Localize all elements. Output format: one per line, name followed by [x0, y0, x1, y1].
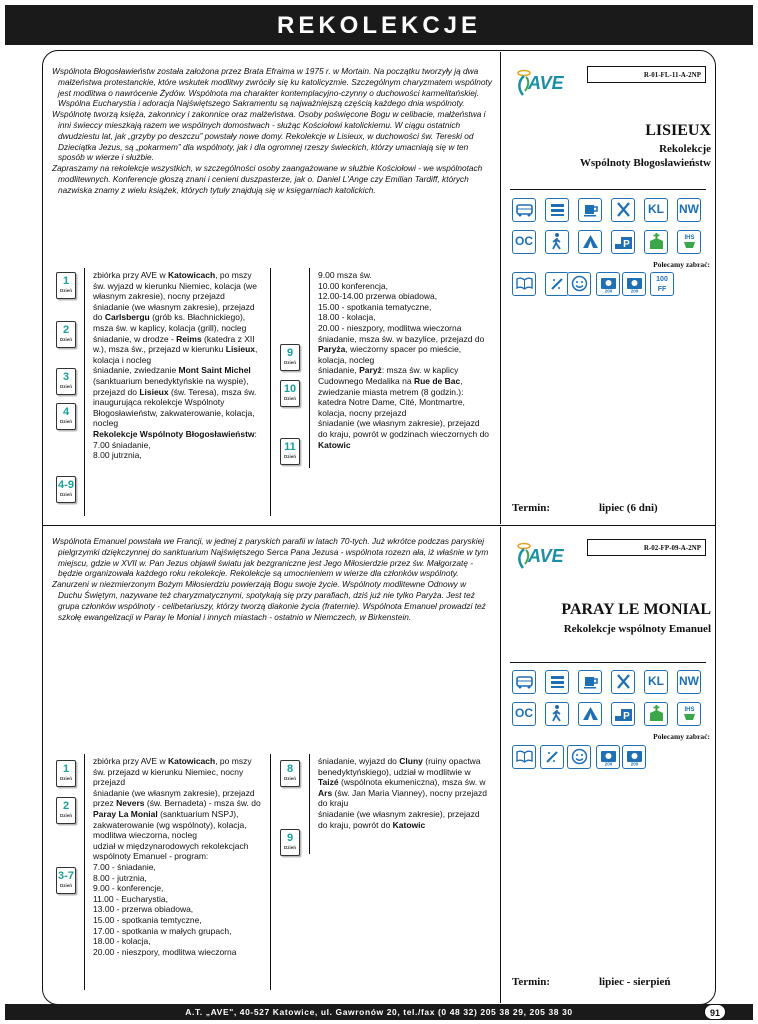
footer-address: A.T. „AVE", 40-527 Katowice, ul. Gawronów 20, tel./fax (0 48 32) 205 38 29, 205 38 30 [185, 1007, 573, 1017]
day-badge: 9 Dzień [280, 344, 300, 371]
intro-paragraph: Zanurzeni w niezmierzonym Bożym Miłosierdziu powierzają Bogu swoje życie. Wspólnoty modlitewne Odnowy w Duchu Świętym, nazywane też charyzmatycznymi, spotykają się przy parafiach, dziś już nie tylko Paryża. Jest też grupa członków wspólnoty - celibetariuszy, którzy tworzą diakonie życia (fraternie). Wspólnota Emanuel prowadzi też szkołę ewangelizacji w Paray le Monial i innych miastach - ostatnio w Niemczech, w Birkenstein. [52, 579, 486, 622]
offer-code: R-01-FL-11-A-2NP [587, 66, 706, 83]
svg-text:IHS: IHS [683, 235, 695, 241]
svg-text:200: 200 [604, 761, 612, 767]
camera-icon [596, 272, 620, 296]
schedule-line: 18.00 - kolacja, [318, 312, 376, 323]
day-badge: 3-7 Dzień [56, 867, 76, 894]
tent-icon [578, 702, 602, 726]
schedule-line: 15.00 - spotkania temtyczne, [93, 914, 202, 925]
itinerary-day-4: śniadanie, zwiedzanie Mont Saint Michel (sanktuarium benedyktyńskie na wyspie), przejazd do Lisieux (św. Teresa), msza św. inaugurująca rekolekcje Wspólnoty Błogosławieństw, zakwaterowanie, kolacja, nocleg [93, 365, 257, 429]
section1-left-col [93, 270, 265, 461]
page-number: 91 [704, 1004, 726, 1020]
footer-bar [5, 1004, 753, 1020]
camera-icon [622, 745, 646, 769]
day-badge: 1 Dzień [56, 272, 76, 299]
itinerary-day-3: śniadanie, w drodze - Reims (katedra z XII w.), msza św., przejazd w kierunku Lisieux, kolacja i nocleg [93, 333, 258, 365]
page-header-bar [5, 5, 753, 45]
section1-intro [52, 66, 492, 196]
schedule-line: 8.00 jutrznia, [93, 450, 142, 461]
itinerary-day-2: śniadanie (we własnym zakresie), przejazd do Carlsbergu (grób ks. Błachnickiego), msza św. w kaplicy, kolacja (grill), nocleg [93, 301, 255, 333]
book-icon [512, 745, 536, 769]
svg-text:IHS: IHS [683, 707, 695, 713]
tent-icon [578, 230, 602, 254]
medicine-icon [540, 745, 564, 769]
termin-value: lipiec - sierpień [599, 976, 671, 988]
parking-icon [611, 230, 635, 254]
bus-icon [512, 198, 536, 222]
intro-paragraph: Zapraszamy na rekolekcje wszystkich, w szczególności osoby zaangażowane w służbie Kościołowi - we wspólnotach modlitewnych. Konferencje głoszą znani i cenieni duszpasterze, jak o. Daniel L'Ange czy Emilian Tardiff, których nazwiska znamy z wielu książek, których tytuły znajdują się w księgarniach katolickich. [52, 163, 483, 195]
schedule-line: 18.00 - kolacja, [93, 936, 151, 947]
svg-text:P: P [622, 711, 630, 722]
schedule-line: 9.00 - konferencje, [93, 883, 164, 894]
day-badge: 1 Dzień [56, 760, 76, 787]
itinerary-day-1: zbiórka przy AVE w Katowicach, po mszy św. przejazd w kierunku Niemiec, nocny przejazd [93, 756, 252, 788]
destination-title: PARAY LE MONIAL [561, 601, 711, 618]
day-badge: 2 Dzień [56, 797, 76, 824]
walking-icon [545, 702, 569, 726]
section1-right-col [318, 270, 490, 450]
parking-icon [611, 702, 635, 726]
intro-paragraph: Wspólnota Emanuel powstała we Francji, w jednej z paryskich parafii w latach 70-tych. Już wkrótce podczas paryskiej pielgrzymki dziękczynnej do sanktuarium Najświętszego Serca Pana Jezusa - wspólnota rozezn ała, iż właśnie w tym miejscu, gdzie w XVII w. Pan Jezus objawił światu jak bezgraniczne jest Jego Miłosierdzie przez św. Małgorzatę - będzie organizowała każdego roku rekolekcje. Rekolekcje są umocnieniem w wierze dla członków wspólnoty. [52, 536, 489, 579]
cutlery-icon [611, 198, 635, 222]
page-header-title: REKOLEKCJE [276, 12, 482, 39]
section2-left-col [93, 756, 265, 957]
ihs-icon [677, 230, 701, 254]
subtitle: Rekolekcje [659, 143, 711, 155]
svg-text:200: 200 [604, 288, 612, 294]
section2-intro [52, 536, 492, 622]
day-badge: 10 Dzień [280, 380, 300, 407]
book-icon [512, 272, 536, 296]
ave-logo [514, 67, 576, 99]
schedule-line: 13.00 - przerwa obiadowa, [93, 904, 194, 915]
oc-icon: OC [512, 230, 536, 254]
day-badge: 3 Dzień [56, 368, 76, 395]
logo-text: AVE [528, 546, 564, 566]
day-rule [84, 268, 85, 516]
svg-text:200: 200 [630, 288, 638, 294]
schedule-line: 12.00-14.00 przerwa obiadowa, [318, 291, 438, 302]
smile-icon [567, 272, 591, 296]
itinerary-day-11: śniadanie (we własnym zakresie), przejazd do kraju, powrót w godzinach wieczornych do Katowic [318, 418, 490, 450]
itinerary-day-4-9: Rekolekcje Wspólnoty Błogosławieństw: [93, 428, 257, 439]
oc-icon: OC [512, 702, 536, 726]
schedule-line: 17.00 - spotkania w małych grupach, [93, 925, 232, 936]
nw-icon: NW [677, 670, 701, 694]
schedule-line: 7.00 śniadanie, [93, 439, 151, 450]
day-rule [84, 754, 85, 990]
intro-paragraph: Wspólnota Błogosławieństw została założona przez Brata Efraima w 1975 r. w Mortain. Na początku tworzyły ją dwa małżeństwa protestanckie, które wskutek modlitwy zwróciły się ku katolicyzmie. Szczególnym charyzmatem wspólnoty jest modlitwa o nawrócenie Żydów. Wspólnota ma charakter kontemplacyjno-czynny o duchowości karmelitańskiej. Wspólna Eucharystia i adoracja Najświętszego Sakramentu są najważniejszą częścią każdego dnia wspólnoty. [52, 66, 492, 109]
schedule-line: 9.00 msza św. [318, 270, 372, 280]
schedule-line: 8.00 - jutrznia, [93, 872, 147, 883]
polecamy-label: Polecamy zabrać: [653, 260, 710, 269]
day-badge: 4 Dzień [56, 403, 76, 430]
subtitle: Wspólnoty Błogosławieństw [579, 157, 711, 169]
intro-paragraph: Wspólnotę tworzą księża, zakonnicy i zakonnice oraz małżeństwa. Osoby poświęcone Bogu w celibacie, małżeństwa i inni świeccy mieszkają razem we wspólnych domostwach - służąc Kościołowi katolickiemu. W ciągu ostatnich dwudziestu lat, jak „grzyby po deszczu” powstały nowe domy. Rekolekcje w Lisieux, w duchowości św. Tereski od Dzieciątka Jezus, są „pokarmem” dla wspólnoty, jak i dla ogromnej rzeszy świeckich, którzy umacniają się w ten sposób w wierze i służbie. [52, 109, 486, 163]
bed-icon [545, 198, 569, 222]
ihs-icon [677, 702, 701, 726]
schedule-line: 20.00 - nieszpory, modlitwa wieczorna [318, 322, 462, 333]
schedule-line: 20.00 - nieszpory, modlitwa wieczorna [93, 946, 237, 957]
termin-label: Termin: [512, 502, 551, 514]
schedule-line: 10.00 konferencja, [318, 280, 388, 291]
ave-logo [514, 540, 576, 572]
day-badge: 9 Dzień [280, 829, 300, 856]
medicine-icon [545, 272, 569, 296]
day-badge: 2 Dzień [56, 321, 76, 348]
day-badge: 8 Dzień [280, 760, 300, 787]
section2-right-col [318, 756, 490, 830]
kl-icon: KL [644, 198, 668, 222]
itinerary-day-10: śniadanie, Paryż: msza św. w kaplicy Cudownego Medalika na Rue de Bac, zwiedzanie miasta metrem (8 godzin.): katedra Notre Dame, Cité, Montmartre, kolacja, nocny przejazd [318, 365, 465, 418]
termin-value: lipiec (6 dni) [599, 502, 658, 514]
itinerary-day-9: śniadanie, msza św. w bazylice, przejazd do Paryża, wieczorny spacer po mieście, kolacja, nocleg [318, 333, 485, 365]
rule [510, 189, 706, 190]
day-rule [309, 268, 310, 468]
cup-icon [578, 670, 602, 694]
schedule-line: 7.00 - śniadanie, [93, 861, 156, 872]
svg-text:200: 200 [630, 761, 638, 767]
column-rule [270, 754, 271, 990]
bus-icon [512, 670, 536, 694]
kl-icon: KL [644, 670, 668, 694]
itinerary-day-1: zbiórka przy AVE w Katowicach, po mszy św. wyjazd w kierunku Niemiec, kolacja (we własnym zakresie), nocny przejazd [93, 270, 257, 302]
nw-icon: NW [677, 198, 701, 222]
itinerary-day-9: śniadanie (we własnym zakresie), przejazd do kraju, powrót do Katowic [318, 808, 480, 830]
termin-label: Termin: [512, 976, 551, 988]
day-rule [309, 754, 310, 854]
cup-icon [578, 198, 602, 222]
itinerary-day-8: śniadanie, wyjazd do Cluny (ruiny opactwa benedyktyńskiego), udział w modlitwie w Taizé (wspólnota ekumeniczna), msza św. w Ars (św. Jan Maria Vianney), nocny przejazd do kraju [318, 756, 487, 809]
subtitle: Rekolekcje wspólnoty Emanuel [563, 623, 711, 635]
walking-icon [545, 230, 569, 254]
camera-icon [622, 272, 646, 296]
cutlery-icon [611, 670, 635, 694]
camera-icon [596, 745, 620, 769]
column-divider [500, 527, 501, 1003]
smile-icon [567, 745, 591, 769]
schedule-line: 11.00 - Eucharystia, [93, 893, 168, 904]
polecamy-label: Polecamy zabrać: [653, 732, 710, 741]
church-icon [644, 230, 668, 254]
offer-code: R-02-FP-09-A-2NP [587, 539, 706, 556]
church-icon [644, 702, 668, 726]
money-icon: 100 FF [650, 272, 674, 296]
bed-icon [545, 670, 569, 694]
day-badge: 4-9 Dzień [56, 476, 76, 503]
rule [510, 662, 706, 663]
schedule-line: 15.00 - spotkania tematyczne, [318, 301, 432, 312]
column-rule [270, 268, 271, 516]
itinerary-day-3-7: udział w międzynarodowych rekolekcjach wspólnoty Emanuel - program: [93, 840, 249, 862]
column-divider [500, 52, 501, 524]
day-badge: 11 Dzień [280, 438, 300, 465]
logo-text: AVE [528, 73, 564, 93]
itinerary-day-2: śniadanie (we własnym zakresie), przejazd przez Nevers (św. Bernadeta) - msza św. do Paray La Monial (sanktuarium NSPJ), zakwaterowanie (wg wspólnoty), kolacja, modlitwa wieczorna, nocleg [93, 787, 261, 841]
destination-title: LISIEUX [645, 122, 711, 139]
svg-text:P: P [622, 239, 630, 250]
section-divider [42, 525, 716, 526]
